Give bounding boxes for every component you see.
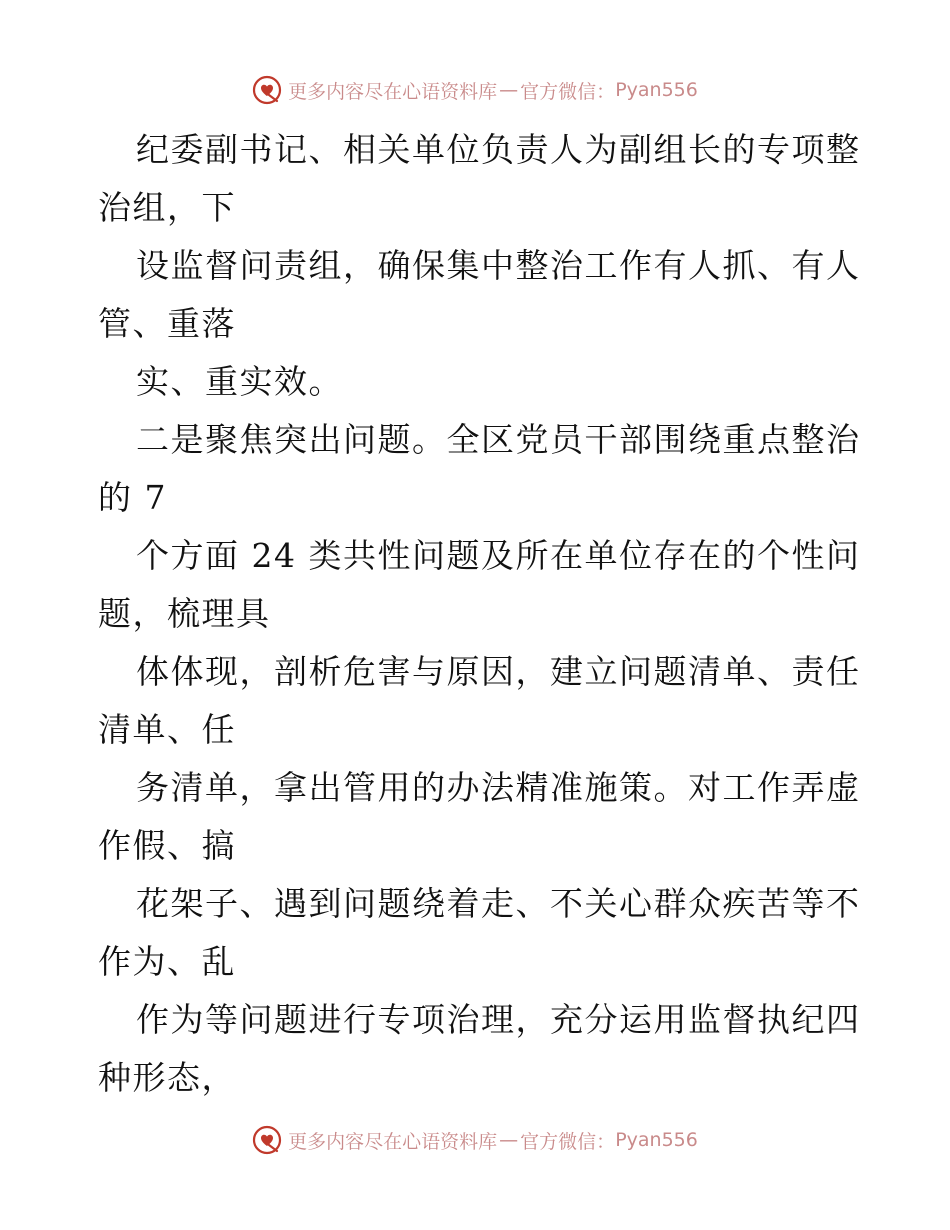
watermark-separator: — bbox=[499, 79, 519, 101]
text-line: 作为、乱 bbox=[98, 942, 236, 981]
text-line: 体体现，剖析危害与原因，建立问题清单、责任 bbox=[136, 652, 861, 691]
heart-pen-logo-icon bbox=[252, 75, 282, 105]
watermark-id: Pyan556 bbox=[615, 1129, 698, 1151]
watermark-separator: — bbox=[499, 1129, 519, 1151]
text-line: 种形态， bbox=[98, 1058, 236, 1097]
watermark-id: Pyan556 bbox=[615, 79, 698, 101]
text-line: 花架子、遇到问题绕着走、不关心群众疾苦等不 bbox=[136, 884, 861, 923]
text-line: 作假、搞 bbox=[98, 826, 236, 865]
text-line: 清单、任 bbox=[98, 710, 236, 749]
text-line: 设监督问责组，确保集中整治工作有人抓、有人 bbox=[136, 246, 861, 285]
text-line: 个方面 24 类共性问题及所在单位存在的个性问 bbox=[136, 536, 861, 575]
text-line: 纪委副书记、相关单位负责人为副组长的专项整 bbox=[136, 130, 861, 169]
watermark-text: 更多内容尽在心语资料库 bbox=[288, 1130, 498, 1153]
text-line: 实、重实效。 bbox=[136, 362, 343, 401]
text-line: 题，梳理具 bbox=[98, 594, 271, 633]
footer-watermark bbox=[0, 1123, 950, 1157]
heart-pen-logo-icon bbox=[252, 1125, 282, 1155]
text-line: 的 7 bbox=[98, 478, 167, 517]
text-line: 作为等问题进行专项治理，充分运用监督执纪四 bbox=[136, 1000, 861, 1039]
text-line: 务清单，拿出管用的办法精准施策。对工作弄虚 bbox=[136, 768, 861, 807]
watermark-text: 更多内容尽在心语资料库 bbox=[288, 80, 498, 103]
text-line: 治组，下 bbox=[98, 188, 236, 227]
text-line: 管、重落 bbox=[98, 304, 236, 343]
watermark-label: 官方微信： bbox=[520, 1130, 616, 1153]
header-watermark bbox=[0, 73, 950, 107]
watermark-label: 官方微信： bbox=[520, 80, 616, 103]
text-line: 二是聚焦突出问题。全区党员干部围绕重点整治 bbox=[136, 420, 861, 459]
